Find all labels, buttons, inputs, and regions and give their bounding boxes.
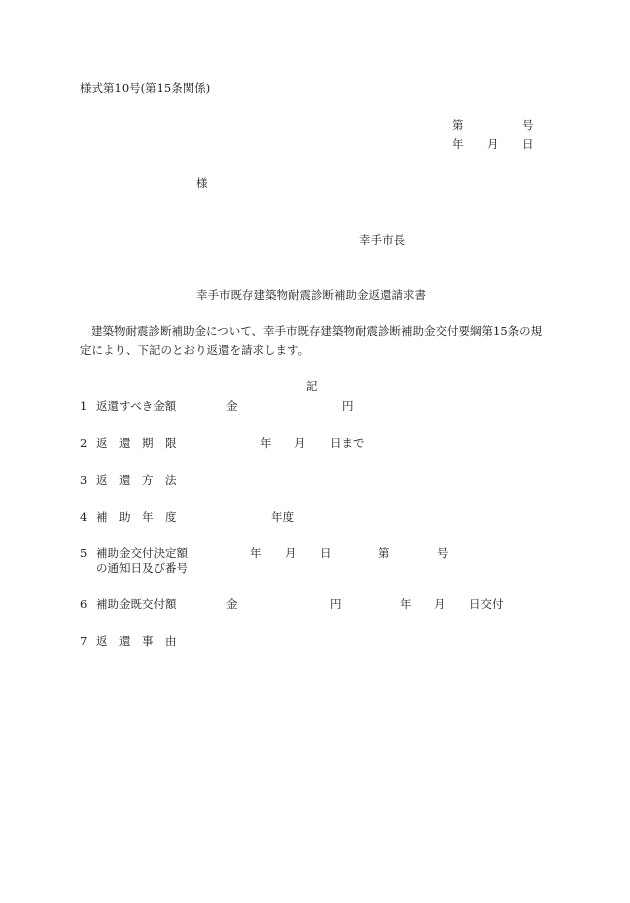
item-3-label: 返 還 方 法	[96, 473, 177, 487]
item-5-day: 日	[320, 546, 332, 560]
item-4-number: 4	[80, 510, 88, 524]
item-5-label: 補助金交付決定額	[96, 546, 188, 560]
item-5-month: 月	[285, 546, 297, 560]
number-go: 号	[522, 118, 534, 132]
item-6-day: 日交付	[469, 597, 504, 611]
number-dai: 第	[452, 118, 464, 132]
item-5-go: 号	[437, 546, 449, 560]
item-2-year: 年	[260, 436, 272, 450]
issuer: 幸手市長	[359, 233, 405, 247]
body-line-1: 建築物耐震診断補助金について、幸手市既存建築物耐震診断補助金交付要綱第15条の規	[91, 324, 543, 338]
item-2-day: 日まで	[330, 436, 365, 450]
item-4-label: 補 助 年 度	[96, 510, 177, 524]
item-1-en: 円	[342, 399, 354, 413]
item-2-number: 2	[80, 436, 88, 450]
item-5-number: 5	[80, 546, 88, 560]
item-5-year: 年	[250, 546, 262, 560]
item-1-kin: 金	[226, 399, 238, 413]
addressee-sama: 様	[196, 176, 208, 190]
item-3-number: 3	[80, 473, 88, 487]
item-5-dai: 第	[378, 546, 390, 560]
form-label: 様式第10号(第15条関係)	[80, 81, 211, 95]
item-7-number: 7	[80, 634, 88, 648]
date-month: 月	[487, 137, 499, 151]
date-day: 日	[522, 137, 534, 151]
item-7-label: 返 還 事 由	[96, 634, 177, 648]
item-5-label-2: の通知日及び番号	[96, 561, 188, 575]
item-6-year: 年	[400, 597, 412, 611]
item-2-label: 返 還 期 限	[96, 436, 177, 450]
item-2-month: 月	[294, 436, 306, 450]
item-6-label: 補助金既交付額	[96, 597, 177, 611]
item-6-en: 円	[330, 597, 342, 611]
body-line-2: 定により、下記のとおり返還を請求します。	[80, 343, 310, 357]
item-6-kin: 金	[226, 597, 238, 611]
item-4-nendo: 年度	[271, 510, 294, 524]
item-1-number: 1	[80, 399, 88, 413]
date-year: 年	[452, 137, 464, 151]
item-6-number: 6	[80, 597, 88, 611]
document-title: 幸手市既存建築物耐震診断補助金返還請求書	[196, 288, 426, 302]
ki-heading: 記	[306, 379, 318, 393]
item-6-month: 月	[434, 597, 446, 611]
item-1-label: 返還すべき金額	[96, 399, 177, 413]
